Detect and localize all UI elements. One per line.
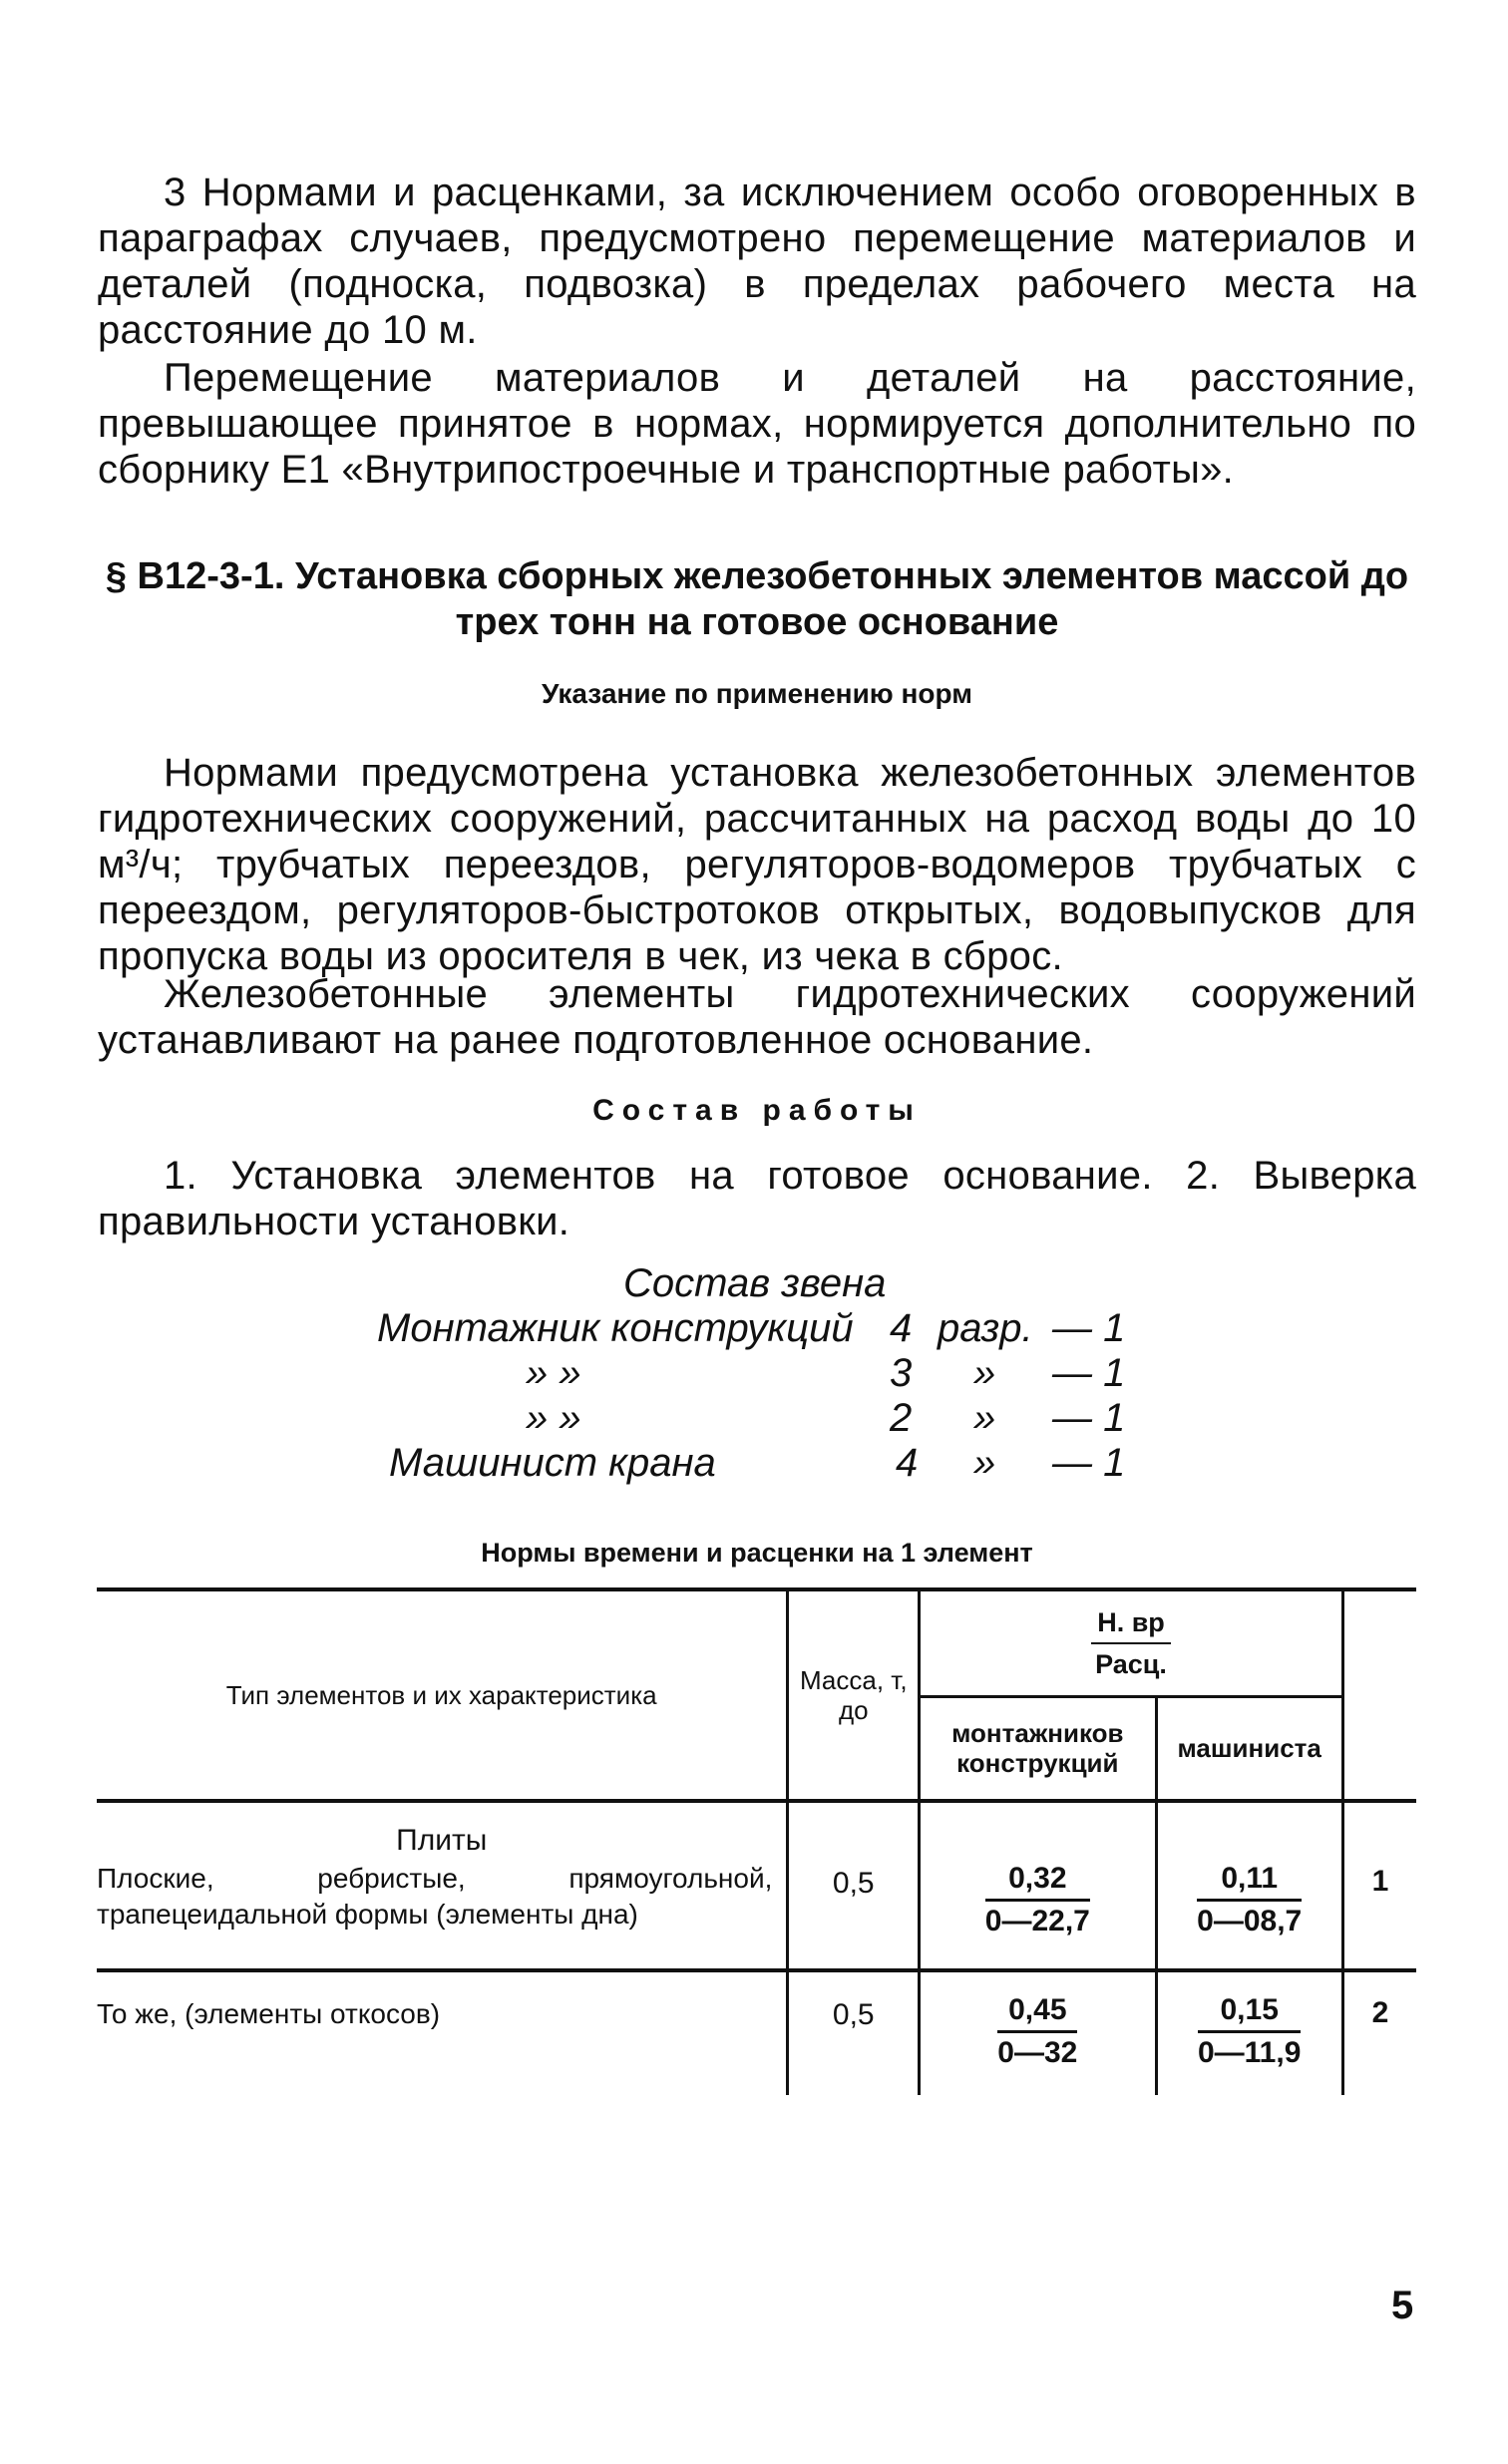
crew-unit: » xyxy=(973,1396,996,1440)
installers-rate: 0—22,7 xyxy=(984,1905,1090,1937)
instructions-paragraph-1: Нормами предусмотрена установка железобетонных элементов гидротехнических сооружений, рассчитанных на расход воды до 10 м³/ч; трубчатых переездов, регуляторов-водомеров трубчатых с переездом, регуляторов-быстротоков открытых, водовыпусков для пропуска воды из оросителя в чек, из чека в сброс. xyxy=(98,751,1416,978)
work-text: 1. Установка элементов на готовое основание. 2. Выверка правильности установки. xyxy=(98,1154,1416,1243)
table-row xyxy=(97,1970,1416,2095)
crew-row xyxy=(526,1351,581,1396)
installers-time: 0,45 xyxy=(997,1992,1077,2033)
crew-grade: 2 xyxy=(890,1396,913,1440)
header-type: Тип элементов и их характеристика xyxy=(97,1589,788,1801)
crew-count: — 1 xyxy=(1052,1396,1126,1440)
row-type: Плоские, ребристые, прямоугольной, трапецеидальной формы (элементы дна) xyxy=(97,1861,788,1970)
crew-name: Монтажник конструкций xyxy=(377,1306,854,1350)
installers-rate: 0—32 xyxy=(997,2036,1078,2069)
header-norm xyxy=(920,1589,1343,1696)
row-installers xyxy=(920,1970,1156,2095)
header-operator: машиниста xyxy=(1156,1696,1342,1801)
row-operator xyxy=(1156,1861,1342,1970)
header-blank xyxy=(1342,1589,1416,1801)
row-operator xyxy=(1156,1970,1342,2095)
crew-name: » » xyxy=(526,1351,581,1395)
table-row xyxy=(97,1861,1416,1970)
page-number: 5 xyxy=(1391,2284,1414,2327)
work-heading: Состав работы xyxy=(592,1094,922,1127)
crew-unit: разр. xyxy=(938,1306,1033,1350)
crew-title: Состав звена xyxy=(623,1261,887,1305)
table-group-row xyxy=(97,1801,1416,1861)
header-mass: Масса, т, до xyxy=(788,1589,920,1801)
row-number: 1 xyxy=(1371,1865,1389,1898)
operator-time: 0,15 xyxy=(1198,1992,1301,2033)
norms-table xyxy=(97,1587,1416,2095)
row-number: 2 xyxy=(1371,1996,1389,2029)
crew-name: » » xyxy=(526,1396,581,1440)
header-norm-time: Н. вр xyxy=(1091,1604,1171,1644)
intro-paragraph-2: Перемещение материалов и деталей на расстояние, превышающее принятое в нормах, нормируется дополнительно по сборнику Е1 «Внутрипостроечные и транспортные работы». xyxy=(98,356,1416,492)
operator-rate: 0—08,7 xyxy=(1197,1905,1303,1937)
row-mass: 0,5 xyxy=(788,1970,920,2095)
row-type: То же, (элементы откосов) xyxy=(97,1970,788,2095)
row-installers xyxy=(920,1861,1156,1970)
installers-time: 0,32 xyxy=(985,1861,1090,1902)
crew-grade: 3 xyxy=(890,1351,913,1395)
crew-count: — 1 xyxy=(1052,1306,1126,1350)
intro-paragraph-1: 3 Нормами и расценками, за исключением особо оговоренных в параграфах случаев, предусмотрено перемещение материалов и деталей (подноска, подвозка) в пределах рабочего места на расстояние до 10 м. xyxy=(98,171,1416,352)
crew-count: — 1 xyxy=(1052,1441,1126,1485)
operator-time: 0,11 xyxy=(1197,1861,1302,1902)
header-norm-rate: Расц. xyxy=(1095,1648,1167,1679)
crew-row xyxy=(377,1306,854,1351)
row-mass: 0,5 xyxy=(788,1861,920,1970)
operator-rate: 0—11,9 xyxy=(1197,2036,1302,2069)
crew-grade: 4 xyxy=(890,1306,913,1350)
header-installers: монтажников конструкций xyxy=(920,1696,1156,1801)
instructions-paragraph-2: Железобетонные элементы гидротехнических сооружений устанавливают на ранее подготовленное основание. xyxy=(98,972,1416,1062)
crew-unit: » xyxy=(973,1351,996,1395)
table-title: Нормы времени и расценки на 1 элемент xyxy=(481,1538,1033,1568)
crew-row xyxy=(389,1441,716,1486)
table-header-row xyxy=(97,1589,1416,1696)
crew-row xyxy=(526,1396,581,1441)
crew-unit: » xyxy=(973,1441,996,1485)
crew-name: Машинист крана xyxy=(389,1441,716,1485)
crew-grade: 4 xyxy=(896,1441,919,1485)
group-label: Плиты xyxy=(97,1801,788,1861)
section-title: § В12-3-1. Установка сборных железобетонных элементов массой до трех тонн на готовое основание xyxy=(105,555,1409,643)
crew-count: — 1 xyxy=(1052,1351,1126,1395)
instructions-heading: Указание по применению норм xyxy=(542,678,972,709)
